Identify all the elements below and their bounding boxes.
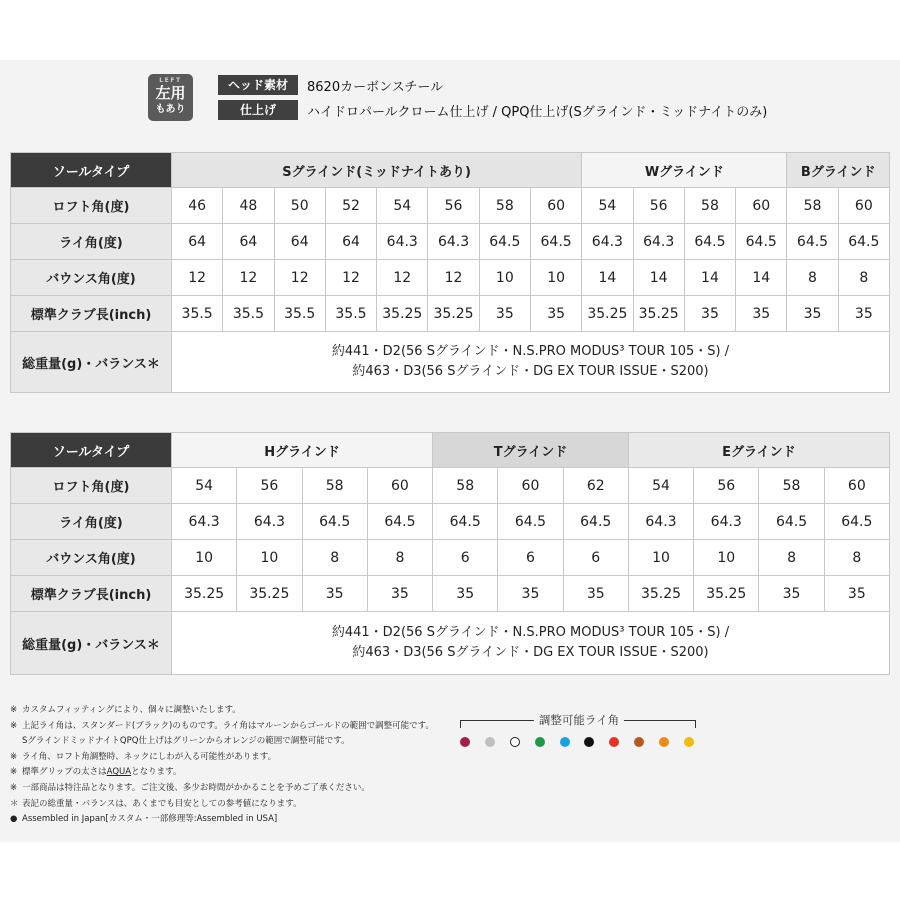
bounce-angle-value: 10 — [237, 540, 302, 576]
loft-angle-value: 54 — [377, 188, 428, 224]
club-length-value: 35 — [759, 576, 824, 612]
lie-angle-value: 64.3 — [428, 224, 479, 260]
footnote-text: ライ角、ロフト角調整時、ネックにしわが入る可能性があります。 — [22, 751, 277, 762]
lie-color-dot — [609, 737, 619, 747]
loft-angle-value: 56 — [237, 468, 302, 504]
weight-balance-row — [11, 612, 890, 675]
bounce-angle-label: バウンス角(度) — [11, 540, 172, 576]
sole-type-header: ソールタイプ — [11, 153, 172, 188]
bounce-angle-value: 12 — [377, 260, 428, 296]
footnote-text: カスタムフィッティングにより、個々に調整いたします。 — [22, 705, 241, 715]
bounce-angle-value: 8 — [787, 260, 838, 296]
loft-angle-value: 58 — [787, 188, 838, 224]
loft-angle-value: 58 — [302, 468, 367, 504]
bounce-angle-value: 8 — [367, 540, 432, 576]
lie-angle-value: 64.5 — [479, 224, 530, 260]
lie-angle-value: 64.3 — [237, 504, 302, 540]
loft-angle-row — [11, 188, 890, 224]
club-length-value: 35.5 — [325, 296, 376, 332]
bounce-angle-value: 12 — [172, 260, 223, 296]
footnote-mark: ＊ — [10, 798, 19, 809]
loft-angle-label: ロフト角(度) — [11, 188, 172, 224]
lie-angle-row — [11, 504, 890, 540]
lie-angle-value: 64.5 — [787, 224, 838, 260]
lie-color-dot — [560, 737, 570, 747]
club-length-value: 35 — [479, 296, 530, 332]
footnote-line — [10, 812, 450, 828]
bounce-angle-value: 12 — [223, 260, 274, 296]
club-length-value: 35.5 — [172, 296, 223, 332]
lie-angle-value: 64.3 — [172, 504, 237, 540]
footnote-mark: ※ — [10, 720, 18, 731]
grind-header: Eグラインド — [628, 433, 889, 468]
footnote-line — [10, 750, 450, 766]
lie-angle-row — [11, 224, 890, 260]
footnote-text: 標準グリップの太さは — [22, 767, 107, 778]
left-handed-badge — [148, 74, 193, 121]
loft-angle-value: 56 — [428, 188, 479, 224]
club-length-value: 35.25 — [172, 576, 237, 612]
lie-angle-value: 64.3 — [694, 504, 759, 540]
standard-grip-size: AQUA — [106, 767, 132, 778]
lie-angle-value: 64.5 — [684, 224, 735, 260]
loft-angle-value: 50 — [274, 188, 325, 224]
lie-angle-value: 64.5 — [838, 224, 889, 260]
spec-finish — [218, 100, 767, 120]
lie-angle-value: 64.3 — [582, 224, 633, 260]
spec-value-head-material: 8620カーボンスチール — [307, 79, 444, 95]
footnote-text: Assembled in Japan[カスタム・一部修理等:Assembled in USA] — [22, 814, 278, 825]
bounce-angle-value: 12 — [274, 260, 325, 296]
bounce-angle-value: 8 — [838, 260, 889, 296]
lie-color-dot — [460, 737, 470, 747]
grind-header: Wグラインド — [582, 153, 787, 188]
loft-angle-value: 52 — [325, 188, 376, 224]
club-length-label: 標準クラブ長(inch) — [11, 576, 172, 612]
footnote-mark: ● — [10, 814, 18, 825]
lie-angle-value: 64.5 — [367, 504, 432, 540]
club-length-value: 35 — [433, 576, 498, 612]
footnote-mark: ※ — [10, 705, 18, 715]
club-length-value: 35 — [530, 296, 581, 332]
lie-angle-value: 64 — [172, 224, 223, 260]
lie-angle-value: 64.3 — [377, 224, 428, 260]
lie-angle-value: 64.5 — [824, 504, 889, 540]
loft-angle-value: 62 — [563, 468, 628, 504]
club-length-value: 35 — [367, 576, 432, 612]
spec-table-h-t-e-grind — [10, 432, 890, 675]
weight-balance-line: 約463・D3(56 Sグラインド・DG EX TOUR ISSUE・S200) — [352, 364, 709, 379]
club-length-value: 35 — [736, 296, 787, 332]
bounce-angle-value: 14 — [582, 260, 633, 296]
loft-angle-value: 58 — [759, 468, 824, 504]
sole-type-row — [11, 433, 890, 468]
loft-angle-value: 60 — [824, 468, 889, 504]
lie-color-dot — [584, 737, 594, 747]
club-length-value: 35 — [684, 296, 735, 332]
bounce-angle-value: 8 — [302, 540, 367, 576]
weight-balance-label: 総重量(g)・バランス＊ — [11, 332, 172, 393]
footnote-mark: ※ — [10, 767, 18, 778]
club-length-value: 35.5 — [223, 296, 274, 332]
spec-head-material — [218, 75, 443, 95]
footnotes — [10, 703, 450, 828]
footnote-text: SグラインドミッドナイトQPQ仕上げはグリーンからオレンジの範囲で調整可能です。 — [22, 736, 350, 747]
loft-angle-value: 60 — [838, 188, 889, 224]
club-length-value: 35.25 — [628, 576, 693, 612]
lie-angle-value: 64.5 — [433, 504, 498, 540]
lie-color-dot — [684, 737, 694, 747]
loft-angle-value: 60 — [736, 188, 787, 224]
lie-angle-value: 64.3 — [628, 504, 693, 540]
spec-value-finish: ハイドロパールクローム仕上げ / QPQ仕上げ(Sグラインド・ミッドナイトのみ) — [307, 104, 768, 120]
bounce-angle-value: 10 — [479, 260, 530, 296]
loft-angle-value: 58 — [479, 188, 530, 224]
lie-color-dot — [634, 737, 644, 747]
club-length-value: 35 — [302, 576, 367, 612]
bounce-angle-value: 10 — [530, 260, 581, 296]
club-length-value: 35.25 — [428, 296, 479, 332]
lie-angle-value: 64.5 — [498, 504, 563, 540]
club-length-value: 35.25 — [377, 296, 428, 332]
lie-angle-value: 64.5 — [563, 504, 628, 540]
bounce-angle-value: 8 — [824, 540, 889, 576]
loft-angle-value: 60 — [530, 188, 581, 224]
lie-angle-value: 64 — [274, 224, 325, 260]
club-length-value: 35 — [498, 576, 563, 612]
footnote-text: 上記ライ角は、スタンダード(ブラック)のものです。ライ角はマルーンからゴールドの範囲で調整可能です。 — [22, 720, 434, 731]
lie-color-dots — [460, 737, 694, 747]
grind-header: Tグラインド — [433, 433, 629, 468]
lie-color-dot — [535, 737, 545, 747]
bounce-angle-value: 8 — [759, 540, 824, 576]
weight-balance-label: 総重量(g)・バランス＊ — [11, 612, 172, 675]
legend-title: 調整可能ライ角 — [534, 712, 624, 728]
club-length-row — [11, 296, 890, 332]
loft-angle-value: 48 — [223, 188, 274, 224]
grind-header: Hグラインド — [172, 433, 433, 468]
bounce-angle-value: 14 — [684, 260, 735, 296]
bounce-angle-value: 14 — [633, 260, 684, 296]
club-length-label: 標準クラブ長(inch) — [11, 296, 172, 332]
loft-angle-value: 60 — [498, 468, 563, 504]
lie-color-dot — [659, 737, 669, 747]
weight-balance-line: 約441・D2(56 Sグラインド・N.S.PRO MODUS³ TOUR 105・S) / — [331, 625, 730, 640]
club-length-value: 35 — [824, 576, 889, 612]
lie-color-dot — [485, 737, 495, 747]
lie-angle-value: 64.5 — [736, 224, 787, 260]
spec-table-s-w-b-grind — [10, 152, 890, 393]
weight-balance-row — [11, 332, 890, 393]
badge-sub-text: もあり — [155, 104, 186, 115]
club-length-row — [11, 576, 890, 612]
lie-angle-value: 64.5 — [530, 224, 581, 260]
footnote-line — [10, 781, 450, 797]
footnote-text: 表記の総重量・バランスは、あくまでも目安としての参考値になります。 — [22, 798, 302, 809]
footnote-text: 一部商品は特注品となります。ご注文後、多少お時間がかかることを予めご了承ください。 — [22, 782, 370, 793]
bounce-angle-row — [11, 540, 890, 576]
club-length-value: 35.25 — [633, 296, 684, 332]
club-length-value: 35.5 — [274, 296, 325, 332]
footnote-mark: ※ — [10, 751, 18, 762]
footnote-line — [10, 765, 450, 781]
loft-angle-value: 54 — [172, 468, 237, 504]
loft-angle-value: 58 — [433, 468, 498, 504]
footnote-mark: ※ — [10, 782, 18, 793]
lie-color-dot — [510, 737, 520, 747]
loft-angle-label: ロフト角(度) — [11, 468, 172, 504]
loft-angle-value: 54 — [628, 468, 693, 504]
bounce-angle-value: 10 — [172, 540, 237, 576]
club-length-value: 35 — [838, 296, 889, 332]
lie-angle-value: 64 — [223, 224, 274, 260]
loft-angle-value: 46 — [172, 188, 223, 224]
lie-angle-value: 64.3 — [633, 224, 684, 260]
loft-angle-value: 54 — [582, 188, 633, 224]
lie-angle-value: 64 — [325, 224, 376, 260]
weight-balance-line: 約441・D2(56 Sグラインド・N.S.PRO MODUS³ TOUR 105・S) / — [331, 344, 730, 359]
spec-label-head-material: ヘッド素材 — [218, 75, 298, 95]
bounce-angle-value: 6 — [498, 540, 563, 576]
bounce-angle-value: 12 — [428, 260, 479, 296]
bounce-angle-value: 10 — [628, 540, 693, 576]
sole-type-header: ソールタイプ — [11, 433, 172, 468]
loft-angle-row — [11, 468, 890, 504]
badge-main-text: 左用 — [155, 84, 186, 102]
footnote-text: となります。 — [131, 767, 182, 778]
weight-balance-line: 約463・D3(56 Sグラインド・DG EX TOUR ISSUE・S200) — [352, 645, 709, 660]
bounce-angle-value: 12 — [325, 260, 376, 296]
club-length-value: 35 — [563, 576, 628, 612]
footnote-line — [10, 703, 450, 719]
bounce-angle-row — [11, 260, 890, 296]
club-length-value: 35.25 — [694, 576, 759, 612]
bounce-angle-value: 6 — [563, 540, 628, 576]
weight-balance-value — [172, 332, 890, 393]
bounce-angle-value: 10 — [694, 540, 759, 576]
bounce-angle-label: バウンス角(度) — [11, 260, 172, 296]
bounce-angle-value: 14 — [736, 260, 787, 296]
loft-angle-value: 56 — [694, 468, 759, 504]
grind-header: Bグラインド — [787, 153, 890, 188]
footnote-line — [10, 734, 450, 750]
loft-angle-value: 60 — [367, 468, 432, 504]
bounce-angle-value: 6 — [433, 540, 498, 576]
lie-angle-label: ライ角(度) — [11, 504, 172, 540]
footnote-line — [10, 719, 450, 735]
spec-label-finish: 仕上げ — [218, 100, 298, 120]
weight-balance-value — [172, 612, 890, 675]
badge-left-text: LEFT — [159, 77, 182, 84]
club-length-value: 35 — [787, 296, 838, 332]
lie-color-legend — [458, 712, 700, 752]
loft-angle-value: 58 — [684, 188, 735, 224]
lie-angle-label: ライ角(度) — [11, 224, 172, 260]
footnote-line — [10, 797, 450, 813]
club-length-value: 35.25 — [237, 576, 302, 612]
grind-header: Sグラインド(ミッドナイトあり) — [172, 153, 582, 188]
loft-angle-value: 56 — [633, 188, 684, 224]
club-length-value: 35.25 — [582, 296, 633, 332]
lie-angle-value: 64.5 — [759, 504, 824, 540]
lie-angle-value: 64.5 — [302, 504, 367, 540]
sole-type-row — [11, 153, 890, 188]
